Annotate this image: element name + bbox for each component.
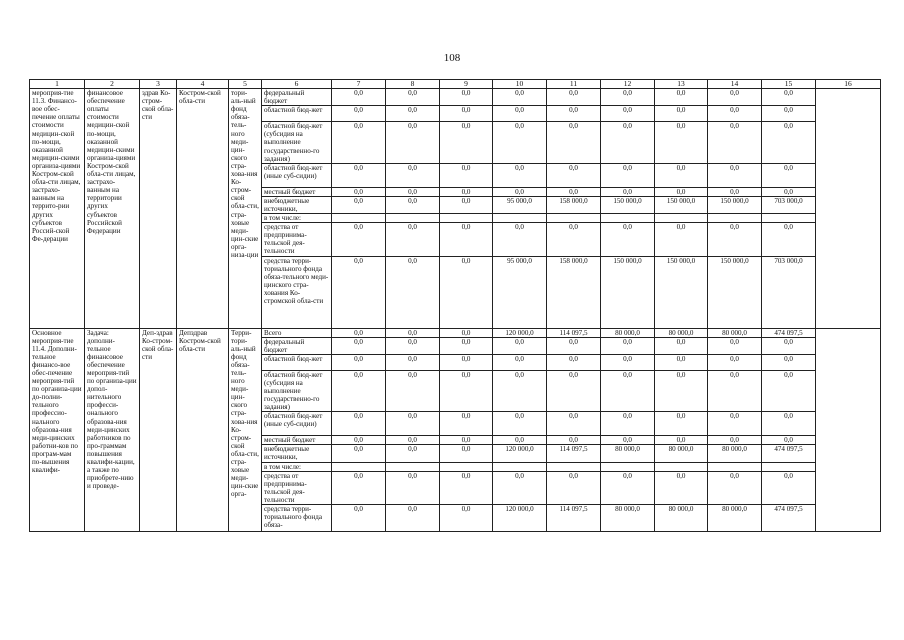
value-cell: 0,0: [386, 354, 440, 370]
column-header: 7: [332, 80, 386, 89]
value-cell: [601, 214, 655, 223]
value-cell: [547, 462, 601, 471]
value-cell: 0,0: [655, 370, 708, 411]
value-cell: 0,0: [386, 256, 440, 328]
value-cell: 0,0: [655, 223, 708, 256]
value-cell: 0,0: [547, 122, 601, 163]
column-header: 5: [229, 80, 262, 89]
value-cell: 0,0: [708, 412, 762, 436]
funding-source: областной бюд-жет: [262, 354, 332, 370]
value-cell: [440, 462, 493, 471]
value-cell: 0,0: [440, 106, 493, 122]
value-cell: [655, 214, 708, 223]
value-cell: 0,0: [386, 106, 440, 122]
value-cell: 0,0: [386, 196, 440, 213]
value-cell: 0,0: [440, 223, 493, 256]
value-cell: 0,0: [762, 163, 816, 187]
value-cell: 0,0: [547, 337, 601, 354]
value-cell: 158 000,0: [547, 196, 601, 213]
block2-col1: Основное мероприя-тие 11.4. Дополни-тельное финансо-вое обес-печение мероприя-тий по организа-ции до-полни-тельного профессио-нального образова-ния меди-цинских работни-ков по програм-мам по-вышения квалифи-: [30, 328, 85, 532]
column-header: 2: [85, 80, 140, 89]
value-cell: 0,0: [332, 445, 386, 462]
block1-col3: здрав Ко-стром-ской обла-сти: [140, 89, 177, 328]
value-cell: 0,0: [440, 354, 493, 370]
value-cell: 0,0: [547, 163, 601, 187]
value-cell: 114 097,5: [547, 505, 601, 532]
value-cell: 0,0: [762, 187, 816, 196]
value-cell: 0,0: [708, 187, 762, 196]
value-cell: 0,0: [386, 412, 440, 436]
value-cell: 0,0: [332, 196, 386, 213]
value-cell: 0,0: [332, 163, 386, 187]
column-header: 14: [708, 80, 762, 89]
value-cell: 80 000,0: [655, 505, 708, 532]
value-cell: 0,0: [708, 337, 762, 354]
page-number: 108: [443, 52, 461, 64]
funding-source: федеральный бюджет: [262, 89, 332, 106]
value-cell: 80 000,0: [601, 328, 655, 337]
column-header: 6: [262, 80, 332, 89]
funding-source: областной бюд-жет (иные суб-сидии): [262, 163, 332, 187]
value-cell: 114 097,5: [547, 328, 601, 337]
value-cell: 0,0: [547, 187, 601, 196]
value-cell: 0,0: [493, 412, 547, 436]
value-cell: [655, 462, 708, 471]
value-cell: 0,0: [332, 505, 386, 532]
value-cell: 0,0: [547, 106, 601, 122]
value-cell: [708, 462, 762, 471]
block1-col4: Костром-ской обла-сти: [177, 89, 229, 328]
block2-col4: Депздрав Костром-ской обла-сти: [177, 328, 229, 532]
value-cell: 0,0: [601, 163, 655, 187]
value-cell: 474 097,5: [762, 445, 816, 462]
value-cell: 120 000,0: [493, 328, 547, 337]
value-cell: 0,0: [440, 337, 493, 354]
value-cell: 80 000,0: [601, 505, 655, 532]
value-cell: 474 097,5: [762, 328, 816, 337]
block1-col5: тори-аль-ный фонд обяза-тель-ного меди-цин-ского стра-хова-ния Ко-стром-ской обла-сти, стра-ховые меди-цин-ские орга-низа-ции: [229, 89, 262, 328]
value-cell: 0,0: [440, 471, 493, 504]
value-cell: 0,0: [386, 122, 440, 163]
value-cell: 0,0: [601, 106, 655, 122]
table-row: [30, 89, 881, 106]
value-cell: 0,0: [601, 223, 655, 256]
value-cell: 0,0: [440, 256, 493, 328]
block2-col5: Терри-тори-аль-ный фонд обяза-тель-ного меди-цин-ского стра-хова-ния Ко-стром-ской обла-сти, стра-ховые меди-цин-ские орга-: [229, 328, 262, 532]
value-cell: 0,0: [547, 471, 601, 504]
value-cell: 0,0: [332, 436, 386, 445]
column-header: 16: [816, 80, 881, 89]
value-cell: 0,0: [708, 163, 762, 187]
funding-source: внебюджетные источники,: [262, 445, 332, 462]
value-cell: 0,0: [547, 354, 601, 370]
value-cell: 0,0: [762, 106, 816, 122]
value-cell: 0,0: [708, 122, 762, 163]
value-cell: 0,0: [547, 89, 601, 106]
value-cell: 0,0: [493, 122, 547, 163]
value-cell: 703 000,0: [762, 196, 816, 213]
column-header: 4: [177, 80, 229, 89]
value-cell: 0,0: [601, 471, 655, 504]
value-cell: 0,0: [762, 370, 816, 411]
value-cell: 0,0: [386, 163, 440, 187]
value-cell: 0,0: [440, 89, 493, 106]
value-cell: 0,0: [386, 223, 440, 256]
column-header-row: [30, 80, 881, 89]
funding-source: средства от предпринима-тельской дея-тельности: [262, 223, 332, 256]
value-cell: [762, 462, 816, 471]
value-cell: 0,0: [386, 505, 440, 532]
funding-source: местный бюджет: [262, 436, 332, 445]
value-cell: 80 000,0: [601, 445, 655, 462]
value-cell: 0,0: [440, 187, 493, 196]
value-cell: 0,0: [440, 370, 493, 411]
value-cell: 0,0: [493, 106, 547, 122]
value-cell: 0,0: [601, 187, 655, 196]
value-cell: 150 000,0: [601, 256, 655, 328]
value-cell: 120 000,0: [493, 505, 547, 532]
value-cell: 0,0: [708, 471, 762, 504]
value-cell: 0,0: [762, 471, 816, 504]
value-cell: 80 000,0: [655, 445, 708, 462]
funding-source: в том числе:: [262, 462, 332, 471]
value-cell: 0,0: [440, 436, 493, 445]
value-cell: 0,0: [332, 187, 386, 196]
value-cell: 158 000,0: [547, 256, 601, 328]
funding-source: средства терри-ториального фонда обяза-тельного меди-цинского стра-хования Ко-стромской обла-сти: [262, 256, 332, 328]
value-cell: 0,0: [493, 163, 547, 187]
value-cell: 0,0: [655, 471, 708, 504]
funding-source: средства терри-ториального фонда обяза-: [262, 505, 332, 532]
value-cell: 0,0: [601, 370, 655, 411]
value-cell: 0,0: [440, 445, 493, 462]
value-cell: 0,0: [332, 89, 386, 106]
value-cell: 0,0: [493, 89, 547, 106]
value-cell: 0,0: [762, 354, 816, 370]
budget-table: [29, 79, 881, 532]
value-cell: 0,0: [386, 89, 440, 106]
column-header: 15: [762, 80, 816, 89]
column-header: 3: [140, 80, 177, 89]
value-cell: 0,0: [708, 89, 762, 106]
value-cell: 0,0: [601, 122, 655, 163]
value-cell: 703 000,0: [762, 256, 816, 328]
value-cell: 0,0: [655, 106, 708, 122]
value-cell: [440, 214, 493, 223]
value-cell: 0,0: [332, 256, 386, 328]
column-header: 1: [30, 80, 85, 89]
value-cell: 0,0: [708, 106, 762, 122]
column-header: 13: [655, 80, 708, 89]
value-cell: 0,0: [440, 328, 493, 337]
value-cell: [708, 214, 762, 223]
value-cell: 0,0: [708, 354, 762, 370]
value-cell: 0,0: [708, 436, 762, 445]
funding-source: областной бюд-жет (субсидия на выполнение государственно-го задания): [262, 122, 332, 163]
value-cell: 0,0: [708, 370, 762, 411]
value-cell: 0,0: [386, 471, 440, 504]
funding-source: в том числе:: [262, 214, 332, 223]
funding-source: Всего: [262, 328, 332, 337]
funding-source: областной бюд-жет (субсидия на выполнение государственно-го задания): [262, 370, 332, 411]
value-cell: 0,0: [655, 337, 708, 354]
value-cell: 0,0: [708, 223, 762, 256]
funding-source: областной бюд-жет: [262, 106, 332, 122]
value-cell: 0,0: [332, 223, 386, 256]
value-cell: 0,0: [440, 412, 493, 436]
value-cell: 0,0: [386, 370, 440, 411]
block2-col3: Деп-здрав Ко-стром-ской обла-сти: [140, 328, 177, 532]
value-cell: 0,0: [493, 337, 547, 354]
value-cell: 0,0: [332, 106, 386, 122]
block1-col2: финансовое обеспечение оплаты стоимости медицин-ской по-мощи, оказанной медицин-скими организа-циями Костром-ской обла-сти лицам, застрахо-ванным на территории других субъектов Российской Федерации: [85, 89, 140, 328]
value-cell: 0,0: [655, 354, 708, 370]
value-cell: 0,0: [332, 412, 386, 436]
column-16-empty: [816, 328, 881, 532]
value-cell: 95 000,0: [493, 256, 547, 328]
value-cell: 0,0: [440, 122, 493, 163]
value-cell: 80 000,0: [708, 328, 762, 337]
value-cell: 0,0: [386, 337, 440, 354]
value-cell: 80 000,0: [708, 505, 762, 532]
column-header: 12: [601, 80, 655, 89]
value-cell: 0,0: [547, 223, 601, 256]
value-cell: 0,0: [762, 337, 816, 354]
value-cell: 0,0: [493, 370, 547, 411]
value-cell: 0,0: [762, 436, 816, 445]
value-cell: 0,0: [601, 337, 655, 354]
value-cell: 0,0: [655, 122, 708, 163]
funding-source: средства от предпринима-тельской дея-тельности: [262, 471, 332, 504]
value-cell: 0,0: [493, 471, 547, 504]
value-cell: 114 097,5: [547, 445, 601, 462]
value-cell: [386, 214, 440, 223]
value-cell: 0,0: [493, 354, 547, 370]
value-cell: 0,0: [332, 328, 386, 337]
value-cell: [386, 462, 440, 471]
value-cell: 0,0: [547, 436, 601, 445]
value-cell: 0,0: [762, 223, 816, 256]
column-16-empty: [816, 89, 881, 328]
value-cell: 0,0: [332, 354, 386, 370]
value-cell: 150 000,0: [655, 256, 708, 328]
value-cell: 0,0: [655, 436, 708, 445]
value-cell: 0,0: [762, 89, 816, 106]
value-cell: 0,0: [386, 328, 440, 337]
value-cell: 150 000,0: [601, 196, 655, 213]
funding-source: внебюджетные источники,: [262, 196, 332, 213]
value-cell: 120 000,0: [493, 445, 547, 462]
value-cell: 0,0: [655, 89, 708, 106]
value-cell: 0,0: [655, 412, 708, 436]
value-cell: 474 097,5: [762, 505, 816, 532]
value-cell: 0,0: [601, 89, 655, 106]
value-cell: 0,0: [332, 337, 386, 354]
value-cell: 0,0: [762, 122, 816, 163]
value-cell: [493, 214, 547, 223]
column-header: 11: [547, 80, 601, 89]
block1-col1: мероприя-тие 11.3. Финансо-вое обес-печение оплаты стоимости медицин-ской по-мощи, оказанной медицин-скими организа-циями Костром-ской обла-сти лицам, застрахо-ванным на террито-рии других субъектов Россий-ской Фе-дерации: [30, 89, 85, 328]
value-cell: [493, 462, 547, 471]
value-cell: [332, 214, 386, 223]
value-cell: 150 000,0: [708, 256, 762, 328]
value-cell: 0,0: [547, 412, 601, 436]
column-header: 10: [493, 80, 547, 89]
funding-source: местный бюджет: [262, 187, 332, 196]
table-row: [30, 328, 881, 337]
value-cell: 150 000,0: [708, 196, 762, 213]
value-cell: 80 000,0: [655, 328, 708, 337]
value-cell: 80 000,0: [708, 445, 762, 462]
value-cell: 0,0: [332, 471, 386, 504]
value-cell: 0,0: [762, 412, 816, 436]
value-cell: 0,0: [332, 370, 386, 411]
value-cell: 0,0: [386, 445, 440, 462]
value-cell: 0,0: [386, 187, 440, 196]
column-header: 8: [386, 80, 440, 89]
value-cell: 0,0: [440, 196, 493, 213]
value-cell: 95 000,0: [493, 196, 547, 213]
value-cell: 0,0: [655, 187, 708, 196]
value-cell: 0,0: [440, 505, 493, 532]
value-cell: 0,0: [655, 163, 708, 187]
block2-col2: Задача: дополни-тельное финансовое обеспечение мероприя-тий по организа-ции допол-нительного професси-онального образова-ния меди-цинских работников по про-граммам повышения квалифи-кации, а также по приобрете-нию и проведе-: [85, 328, 140, 532]
value-cell: [601, 462, 655, 471]
column-header: 9: [440, 80, 493, 89]
value-cell: 0,0: [601, 436, 655, 445]
value-cell: 0,0: [332, 122, 386, 163]
value-cell: 0,0: [493, 187, 547, 196]
value-cell: 0,0: [386, 436, 440, 445]
funding-source: федеральный бюджет: [262, 337, 332, 354]
value-cell: 0,0: [601, 412, 655, 436]
value-cell: [547, 214, 601, 223]
funding-source: областной бюд-жет (иные суб-сидии): [262, 412, 332, 436]
value-cell: 0,0: [493, 223, 547, 256]
value-cell: [332, 462, 386, 471]
value-cell: 0,0: [440, 163, 493, 187]
value-cell: 0,0: [547, 370, 601, 411]
value-cell: 0,0: [493, 436, 547, 445]
value-cell: [762, 214, 816, 223]
value-cell: 150 000,0: [655, 196, 708, 213]
value-cell: 0,0: [601, 354, 655, 370]
